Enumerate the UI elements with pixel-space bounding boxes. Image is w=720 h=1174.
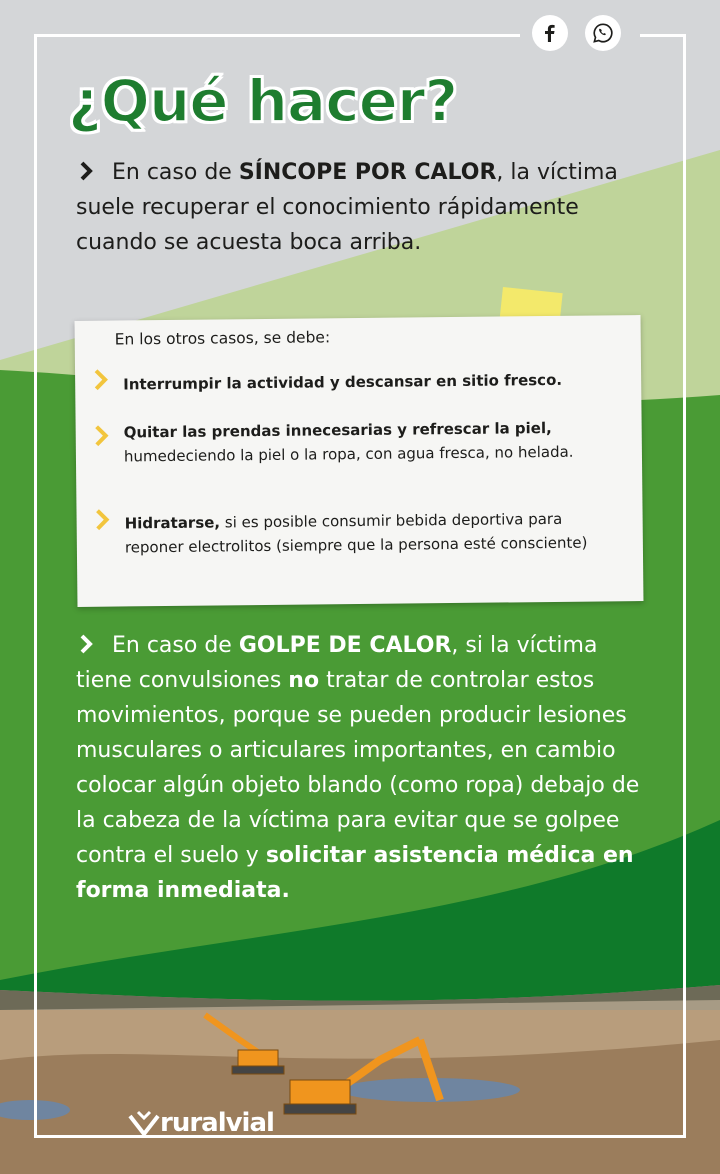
list-item-bold: Quitar las prendas innecesarias y refrescar la piel, [123,418,552,442]
chevron-bullet-icon [94,425,110,447]
list-item [125,506,625,559]
list-item-text: si es posible consumir bebida deportiva para reponer electrolitos (siempre que la persona esté consciente) [124,509,588,557]
card-intro: En los otros casos, se debe: [114,328,331,349]
brand-logo [128,1108,274,1138]
heatstroke-emph: GOLPE DE CALOR [238,633,452,658]
list-item [123,367,623,396]
list-item-bold: Interrumpir la actividad y descansar en sitio fresco. [123,370,563,394]
chevron-bullet-icon [93,369,109,391]
syncope-emph: SÍNCOPE POR CALOR [238,160,497,185]
heatstroke-emph2: solicitar asistencia médica en forma inmediata. [76,843,634,903]
page-title: ¿Qué hacer? [68,67,458,135]
heatstroke-lead: En caso de [112,633,239,658]
chevron-bullet-icon [94,509,110,531]
list-item-bold: Hidratarse, [124,513,221,533]
chevron-right-icon [76,160,98,182]
syncope-lead: En caso de [112,160,239,185]
heatstroke-mid1: , si la víctima tiene convulsiones [76,633,598,693]
whatsapp-icon[interactable] [585,15,621,51]
list-item [124,415,624,468]
heatstroke-paragraph [76,628,656,908]
instructions-card [75,315,644,607]
ruralvial-logo-icon [128,1108,160,1138]
brand-name: ruralvial [160,1108,274,1138]
heatstroke-no: no [288,668,320,693]
syncope-rest: , la víctima suele recuperar el conocimiento rápidamente cuando se acuesta boca arriba. [76,160,618,255]
chevron-right-icon [76,633,98,655]
heatstroke-mid2: tratar de controlar estos movimientos, porque se pueden producir lesiones musculares o articulares importantes, en cambio colocar algún objeto blando (como ropa) debajo de la cabeza de la víctima para evitar que se golpee contra el suelo y [76,668,640,868]
list-item-text: humedeciendo la piel o la ropa, con agua fresca, no helada. [123,442,574,466]
facebook-icon[interactable] [532,15,568,51]
syncope-paragraph [76,155,636,260]
